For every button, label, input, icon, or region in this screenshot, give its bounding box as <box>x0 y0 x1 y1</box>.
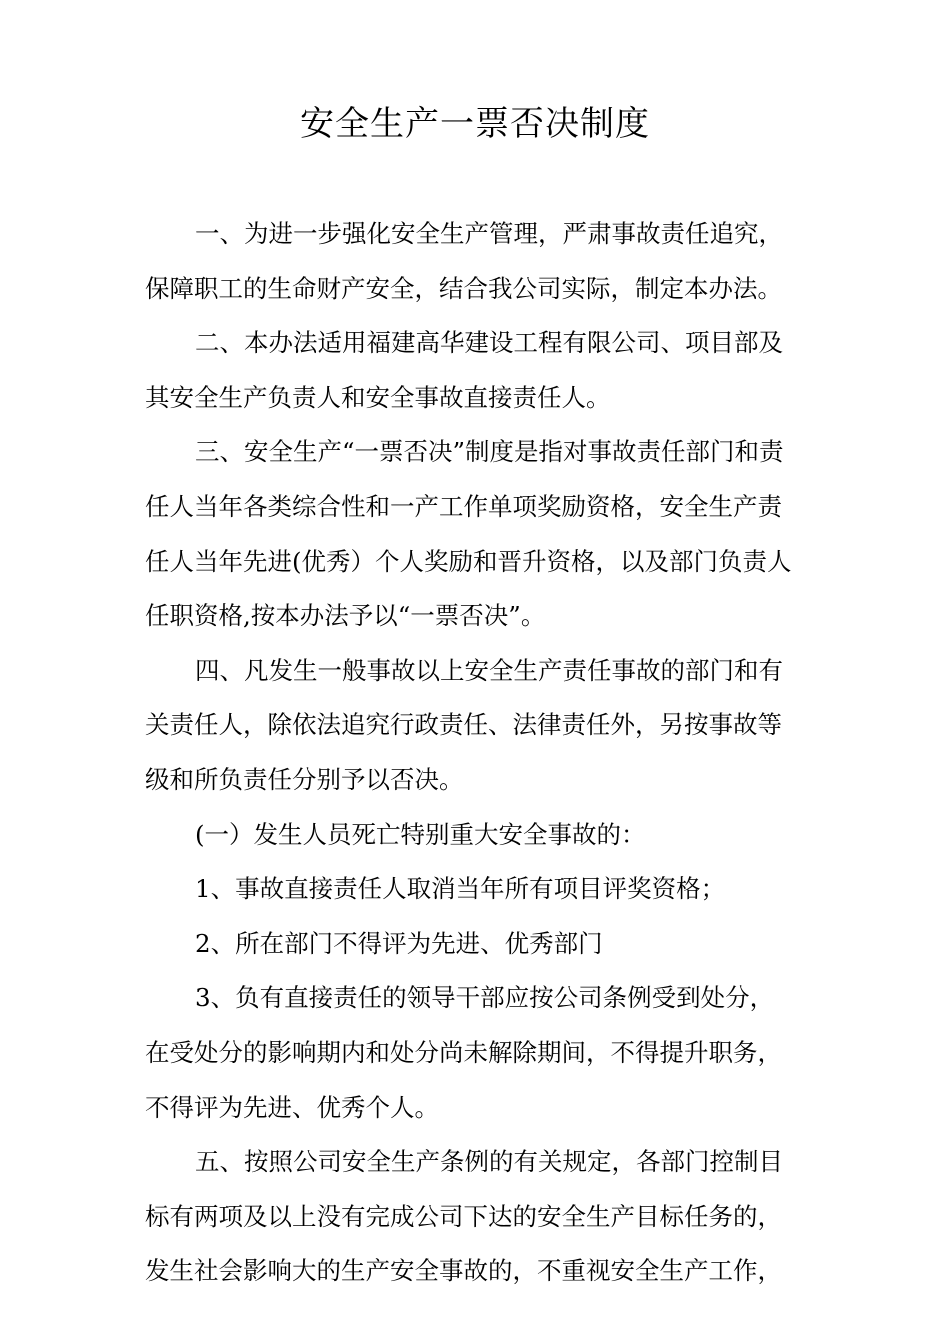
text-line: 级和所负责任分别予以否决。 <box>145 764 464 794</box>
document-title: 安全生产一票否决制度 <box>300 104 650 144</box>
document-body <box>145 207 811 1299</box>
text-line: 不得评为先进、优秀个人。 <box>145 1092 439 1122</box>
text-line: 3、负有直接责任的领导干部应按公司条例受到处分， <box>195 983 775 1013</box>
text-line: 五、按照公司安全生产条例的有关规定，各部门控制目 <box>195 1147 783 1177</box>
text-line: 标有两项及以上没有完成公司下达的安全生产目标任务的， <box>145 1201 782 1231</box>
text-line: 四、凡发生一般事故以上安全生产责任事故的部门和有 <box>195 655 783 685</box>
text-line: 关责任人，除依法追究行政责任、法律责任外，另按事故等 <box>145 710 782 740</box>
text-line: (一）发生人员死亡特别重大安全事故的： <box>195 819 646 849</box>
text-line: 任人当年各类综合性和一产工作单项奖励资格，安全生产责 <box>145 491 782 521</box>
text-line: 在受处分的影响期内和处分尚未解除期间，不得提升职务， <box>145 1037 782 1067</box>
text-line: 发生社会影响大的生产安全事故的，不重视安全生产工作， <box>145 1256 782 1286</box>
text-line: 任职资格,按本办法予以“一票否决”。 <box>145 601 546 631</box>
text-line: 三、安全生产“一票否决”制度是指对事故责任部门和责 <box>195 437 784 467</box>
text-line: 二、本办法适用福建高华建设工程有限公司、项目部及 <box>195 328 783 358</box>
text-line: 保障职工的生命财产安全，结合我公司实际，制定本办法。 <box>145 273 782 303</box>
text-line: 2、所在部门不得评为先进、优秀部门 <box>195 928 603 958</box>
text-line: 其安全生产负责人和安全事故直接责任人。 <box>145 382 611 412</box>
text-line: 任人当年先进(优秀）个人奖励和晋升资格，以及部门负责人 <box>145 546 792 576</box>
text-line: 一、为进一步强化安全生产管理，严肃事故责任追究， <box>195 219 783 248</box>
text-line: 1、事故直接责任人取消当年所有项目评奖资格； <box>195 874 726 904</box>
